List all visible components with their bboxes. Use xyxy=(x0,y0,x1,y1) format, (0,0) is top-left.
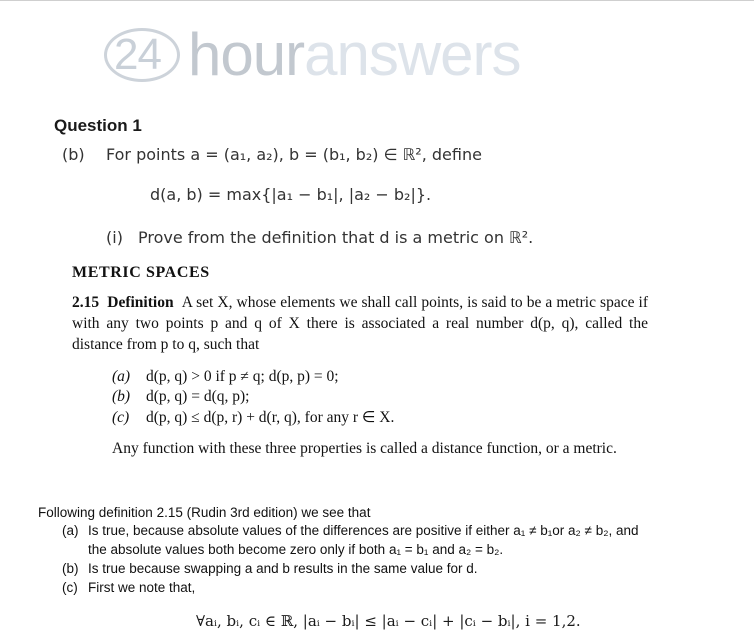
rudin-item-c xyxy=(112,408,394,427)
question-definition: d(a, b) = max{|a₁ − b₁|, |a₂ − b₂|}. xyxy=(150,185,432,204)
item-c-text: d(p, q) ≤ d(p, r) + d(r, q), for any r ∈ X. xyxy=(146,409,395,426)
question-i-label: (i) xyxy=(106,228,123,247)
item-a-label: (a) xyxy=(112,368,131,385)
rudin-item-b xyxy=(112,388,249,406)
answer-c-text: First we note that, xyxy=(88,580,196,595)
question-i-text: Prove from the definition that d is a metric on ℝ². xyxy=(138,228,534,247)
question-b-text: For points a = (a₁, a₂), b = (b₁, b₂) ∈ ℝ², define xyxy=(106,145,482,164)
question-b-label: (b) xyxy=(62,145,85,164)
answer-intro: Following definition 2.15 (Rudin 3rd edition) we see that xyxy=(38,505,371,520)
top-border xyxy=(0,0,754,1)
answer-triangle-inequality: ∀aᵢ, bᵢ, cᵢ ∈ ℝ, |aᵢ − bᵢ| ≤ |aᵢ − cᵢ| + |cᵢ − bᵢ|, i = 1,2. xyxy=(196,612,581,630)
answer-c xyxy=(62,580,195,595)
answer-a xyxy=(62,523,638,538)
rudin-item-a xyxy=(112,368,339,386)
definition-text: A set X, whose elements we shall call points, is said to be a metric space if with any two points p and q of X there is associated a real number d(p, q), called the distance from p to q, such that xyxy=(72,294,648,353)
question-title: Question 1 xyxy=(54,116,142,135)
logo-number: 24 xyxy=(114,30,161,79)
item-b-text: d(p, q) = d(q, p); xyxy=(146,388,250,405)
rudin-closing: Any function with these three properties is called a distance function, or a metric. xyxy=(112,440,617,457)
item-b-label: (b) xyxy=(112,388,131,405)
answer-c-label: (c) xyxy=(62,580,78,595)
logo-wordmark xyxy=(188,21,521,88)
question-part-b xyxy=(62,145,482,164)
answer-b-label: (b) xyxy=(62,561,79,576)
definition-word: Definition xyxy=(107,294,174,311)
logo-word-answers: answers xyxy=(304,21,521,88)
rudin-heading: METRIC SPACES xyxy=(72,264,210,281)
item-c-label: (c) xyxy=(112,409,130,426)
answer-a-label: (a) xyxy=(62,523,79,538)
definition-number: 2.15 xyxy=(72,294,100,311)
logo-word-hour: hour xyxy=(188,21,305,88)
answer-b-text: Is true because swapping a and b results in the same value for d. xyxy=(88,561,478,576)
question-part-i xyxy=(106,228,533,247)
answer-a-line2: the absolute values both become zero only if both a₁ = b₁ and a₂ = b₂. xyxy=(88,542,504,557)
answer-b xyxy=(62,561,477,576)
answer-a-line1: Is true, because absolute values of the differences are positive if either a₁ ≠ b₁or a₂ ≠ b₂, and xyxy=(88,523,639,538)
item-a-text: d(p, q) > 0 if p ≠ q; d(p, p) = 0; xyxy=(146,368,339,385)
rudin-definition-paragraph xyxy=(72,292,648,355)
